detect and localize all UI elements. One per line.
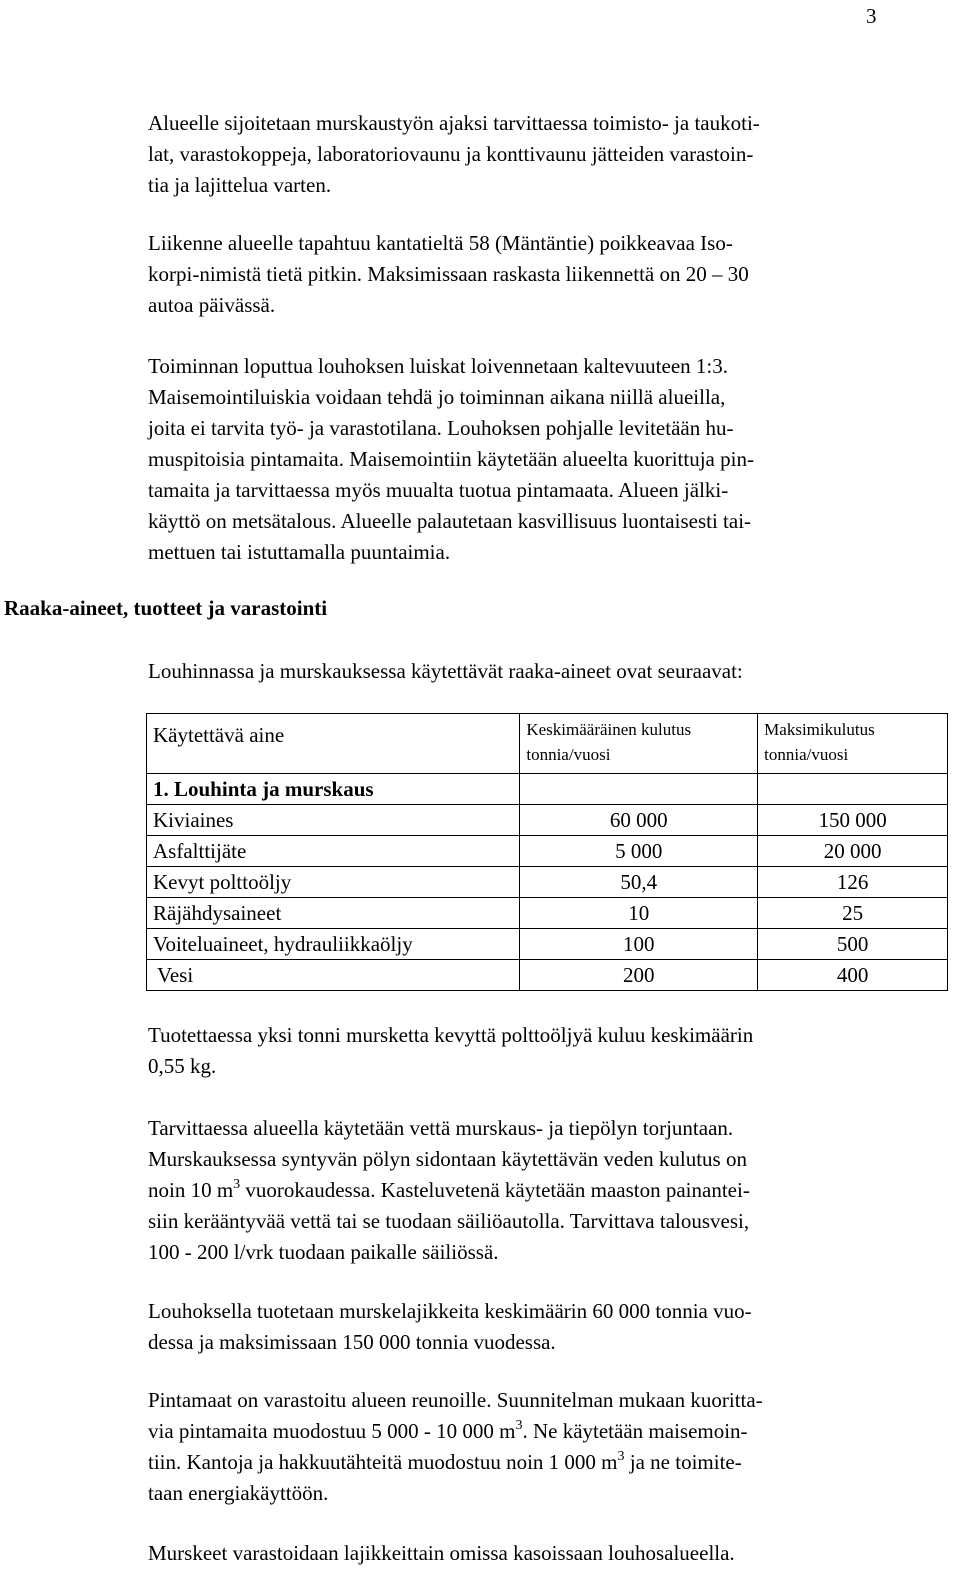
- table-header-row: [147, 714, 948, 774]
- average-value: 10: [520, 898, 758, 929]
- text-line: muspitoisia pintamaita. Maisemointiin käytetään alueelta kuorittuja pin-: [148, 447, 754, 471]
- text-line: Tarvittaessa alueella käytetään vettä murskaus- ja tiepölyn torjuntaan.: [148, 1116, 734, 1140]
- text-line: Toiminnan loputtua louhoksen luiskat loivennetaan kaltevuuteen 1:3.: [148, 354, 728, 378]
- table-cell: [758, 774, 948, 805]
- table-row: [147, 867, 948, 898]
- superscript: 3: [515, 1418, 523, 1433]
- text-line: Pintamaat on varastoitu alueen reunoille. Suunnitelman mukaan kuoritta-: [148, 1388, 763, 1412]
- table-intro: [148, 656, 938, 687]
- maximum-value: 400: [758, 960, 948, 991]
- average-value: 5 000: [520, 836, 758, 867]
- table-row: [147, 929, 948, 960]
- header-average: [520, 714, 758, 774]
- material-name: Asfalttijäte: [147, 836, 520, 867]
- text-fragment: noin 10 m: [148, 1178, 234, 1202]
- paragraph-storage: [148, 1538, 938, 1569]
- header-text: tonnia/vuosi: [526, 745, 611, 764]
- header-text: Keskimääräinen kulutus: [526, 720, 692, 739]
- table-row: [147, 960, 948, 991]
- text-line: [148, 1416, 938, 1447]
- text-line: 100 - 200 l/vrk tuodaan paikalle säiliössä.: [148, 1240, 499, 1264]
- text-line: siin kerääntyvää vettä tai se tuodaan säiliöautolla. Tarvittava talousvesi,: [148, 1209, 750, 1233]
- text-line: käyttö on metsätalous. Alueelle palautetaan kasvillisuus luontaisesti tai-: [148, 509, 752, 533]
- table-row: [147, 836, 948, 867]
- paragraph-production: [148, 1296, 938, 1358]
- maximum-value: 150 000: [758, 805, 948, 836]
- paragraph-landscaping: [148, 351, 938, 568]
- text-line: Maisemointiluiskia voidaan tehdä jo toiminnan aikana niillä alueilla,: [148, 385, 726, 409]
- text-line: 0,55 kg.: [148, 1054, 217, 1078]
- maximum-value: 126: [758, 867, 948, 898]
- text-line: Murskauksessa syntyvän pölyn sidontaan käytettävän veden kulutus on: [148, 1147, 747, 1171]
- superscript: 3: [233, 1177, 241, 1192]
- text-line: korpi-nimistä tietä pitkin. Maksimissaan raskasta liikennettä on 20 – 30: [148, 262, 749, 286]
- text-line: Liikenne alueelle tapahtuu kantatieltä 58 (Mäntäntie) poikkeavaa Iso-: [148, 231, 733, 255]
- maximum-value: 20 000: [758, 836, 948, 867]
- average-value: 200: [520, 960, 758, 991]
- text-line: joita ei tarvita työ- ja varastotilana. Louhoksen pohjalle levitetään hu-: [148, 416, 734, 440]
- table-section-row: [147, 774, 948, 805]
- header-text: tonnia/vuosi: [764, 745, 849, 764]
- text-line: Alueelle sijoitetaan murskaustyön ajaksi tarvittaessa toimisto- ja taukoti-: [148, 111, 760, 135]
- material-name: Kiviaines: [147, 805, 520, 836]
- text-line: mettuen tai istuttamalla puuntaimia.: [148, 540, 451, 564]
- table-cell: [520, 774, 758, 805]
- paragraph-topsoil: [148, 1385, 938, 1509]
- header-maximum: [758, 714, 948, 774]
- maximum-value: 500: [758, 929, 948, 960]
- maximum-value: 25: [758, 898, 948, 929]
- text-line: Murskeet varastoidaan lajikkeittain omissa kasoissaan louhosalueella.: [148, 1541, 735, 1565]
- text-fragment: ja ne toimite-: [624, 1450, 742, 1474]
- average-value: 50,4: [520, 867, 758, 898]
- text-line: lat, varastokoppeja, laboratoriovaunu ja konttivaunu jätteiden varastoin-: [148, 142, 754, 166]
- paragraph-traffic: [148, 228, 938, 321]
- raw-materials-table: [146, 713, 948, 991]
- average-value: 100: [520, 929, 758, 960]
- paragraph-water-use: [148, 1113, 938, 1268]
- header-text: Maksimikulutus: [764, 720, 875, 739]
- table-row: [147, 805, 948, 836]
- paragraph-site-facilities: [148, 108, 938, 201]
- table-row: [147, 898, 948, 929]
- text-line: tia ja lajittelua varten.: [148, 173, 332, 197]
- section-label: 1. Louhinta ja murskaus: [147, 774, 520, 805]
- text-fragment: vuorokaudessa. Kasteluvetenä käytetään maaston painantei-: [240, 1178, 750, 1202]
- text-line: Louhinnassa ja murskauksessa käytettävät raaka-aineet ovat seuraavat:: [148, 659, 743, 683]
- material-name: Kevyt polttoöljy: [147, 867, 520, 898]
- text-line: [148, 1447, 938, 1478]
- text-line: Louhoksella tuotetaan murskelajikkeita keskimäärin 60 000 tonnia vuo-: [148, 1299, 752, 1323]
- section-heading: Raaka-aineet, tuotteet ja varastointi: [4, 596, 328, 620]
- text-fragment: via pintamaita muodostuu 5 000 - 10 000 m: [148, 1419, 516, 1443]
- material-name: Vesi: [147, 960, 520, 991]
- text-fragment: . Ne käytetään maisemoin-: [522, 1419, 748, 1443]
- text-line: autoa päivässä.: [148, 293, 276, 317]
- header-material: Käytettävä aine: [147, 714, 520, 774]
- text-line: Tuotettaessa yksi tonni mursketta kevyttä polttoöljyä kuluu keskimäärin: [148, 1023, 754, 1047]
- text-line: [148, 1175, 938, 1206]
- average-value: 60 000: [520, 805, 758, 836]
- text-line: dessa ja maksimissaan 150 000 tonnia vuodessa.: [148, 1330, 556, 1354]
- material-name: Voiteluaineet, hydrauliikkaöljy: [147, 929, 520, 960]
- page-number: 3: [866, 4, 877, 28]
- text-line: taan energiakäyttöön.: [148, 1481, 329, 1505]
- material-name: Räjähdysaineet: [147, 898, 520, 929]
- paragraph-fuel-consumption: [148, 1020, 938, 1082]
- text-line: tamaita ja tarvittaessa myös muualta tuotua pintamaata. Alueen jälki-: [148, 478, 729, 502]
- superscript: 3: [617, 1449, 625, 1464]
- text-fragment: tiin. Kantoja ja hakkuutähteitä muodostuu noin 1 000 m: [148, 1450, 618, 1474]
